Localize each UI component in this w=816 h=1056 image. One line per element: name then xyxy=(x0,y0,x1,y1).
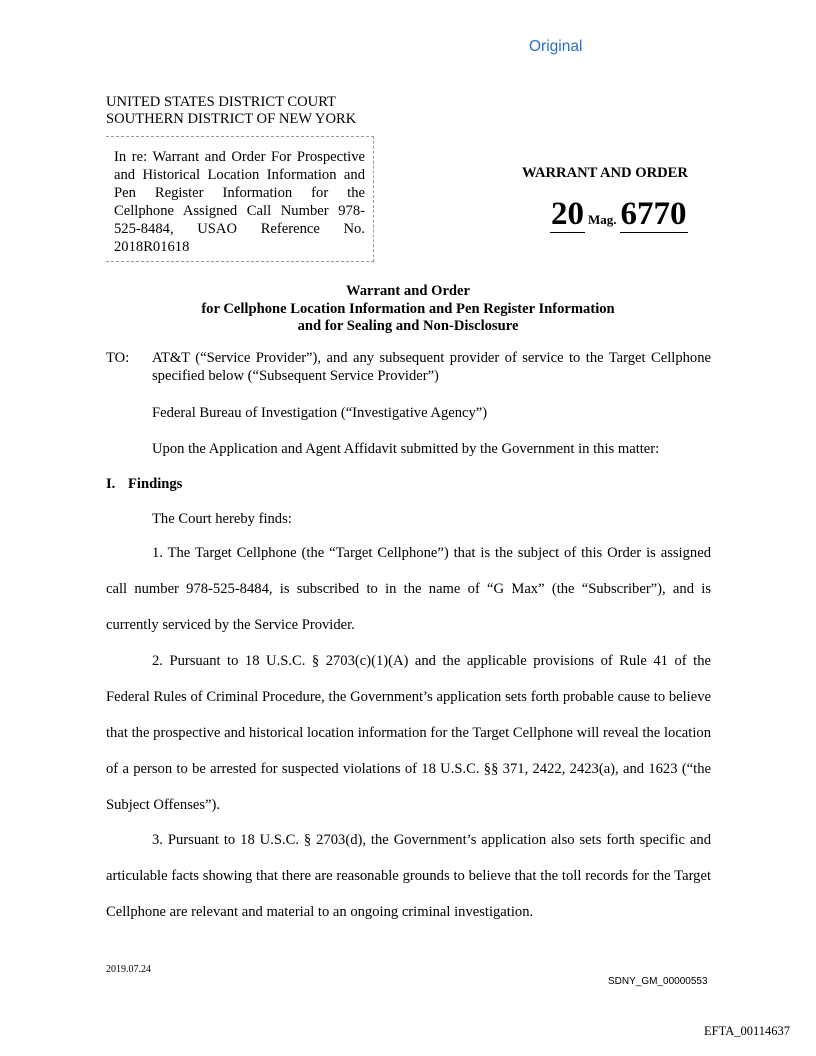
order-heading xyxy=(106,283,710,336)
section-number: I. xyxy=(106,476,116,492)
to-label: TO: xyxy=(106,350,130,366)
footer-date: 2019.07.24 xyxy=(106,964,151,975)
document-title: WARRANT AND ORDER xyxy=(522,165,688,181)
heading-line-2: for Cellphone Location Information and Pen Register Information xyxy=(201,300,615,317)
footer-efta-number: EFTA_00114637 xyxy=(704,1024,791,1038)
court-line-2: SOUTHERN DISTRICT OF NEW YORK xyxy=(106,111,357,127)
heading-line-3: and for Sealing and Non-Disclosure xyxy=(297,318,519,334)
recipient-investigative-agency: Federal Bureau of Investigation (“Investigative Agency”) xyxy=(152,405,488,421)
finding-paragraph-2: 2. Pursuant to 18 U.S.C. § 2703(c)(1)(A) and the applicable provisions of Rule 41 of the Federal Rules of Criminal Procedure, the Government’s application sets forth probable cause to believe that the prospective and historical location information for the Target Cellphone will reveal the location of a person to be arrested for suspected violations of 18 U.S.C. §§ 371, 2422, 2423(a), and 1623 (“the Subject Offenses”). xyxy=(106,653,711,813)
case-number xyxy=(550,196,688,233)
case-number-docket: 6770 xyxy=(620,196,687,232)
findings-lead: The Court hereby finds: xyxy=(152,511,292,527)
application-intro: Upon the Application and Agent Affidavit submitted by the Government in this matter: xyxy=(152,441,660,457)
original-stamp: Original xyxy=(529,38,583,55)
heading-line-1: Warrant and Order xyxy=(345,283,471,299)
section-heading-findings xyxy=(106,476,182,493)
case-number-label: Mag. xyxy=(588,212,617,227)
case-number-year: 20 xyxy=(551,196,584,232)
case-caption-text: In re: Warrant and Order For Prospective and Historical Location Information and Pen Register Information for the Cellphone Assigned Call Number 978-525-8484, USAO Reference No. 2018R01618 xyxy=(114,149,365,255)
court-line-1: UNITED STATES DISTRICT COURT xyxy=(106,94,336,110)
section-title: Findings xyxy=(128,476,183,492)
recipient-service-provider: AT&T (“Service Provider”), and any subsequent provider of service to the Target Cellphone specified below (“Subsequent Service Provider”) xyxy=(152,350,711,384)
finding-paragraph-3: 3. Pursuant to 18 U.S.C. § 2703(d), the Government’s application also sets forth specific and articulable facts showing that there are reasonable grounds to believe that the toll records for the Target Cellphone are relevant and material to an ongoing criminal investigation. xyxy=(106,832,711,920)
footer-bates-number: SDNY_GM_00000553 xyxy=(608,976,708,987)
finding-paragraph-1: 1. The Target Cellphone (the “Target Cellphone”) that is the subject of this Order is assigned call number 978-525-8484, is subscribed to in the name of “G Max” (the “Subscriber”), and is currently serviced by the Service Provider. xyxy=(106,545,711,633)
court-name xyxy=(106,94,356,128)
case-caption-box xyxy=(106,136,374,262)
